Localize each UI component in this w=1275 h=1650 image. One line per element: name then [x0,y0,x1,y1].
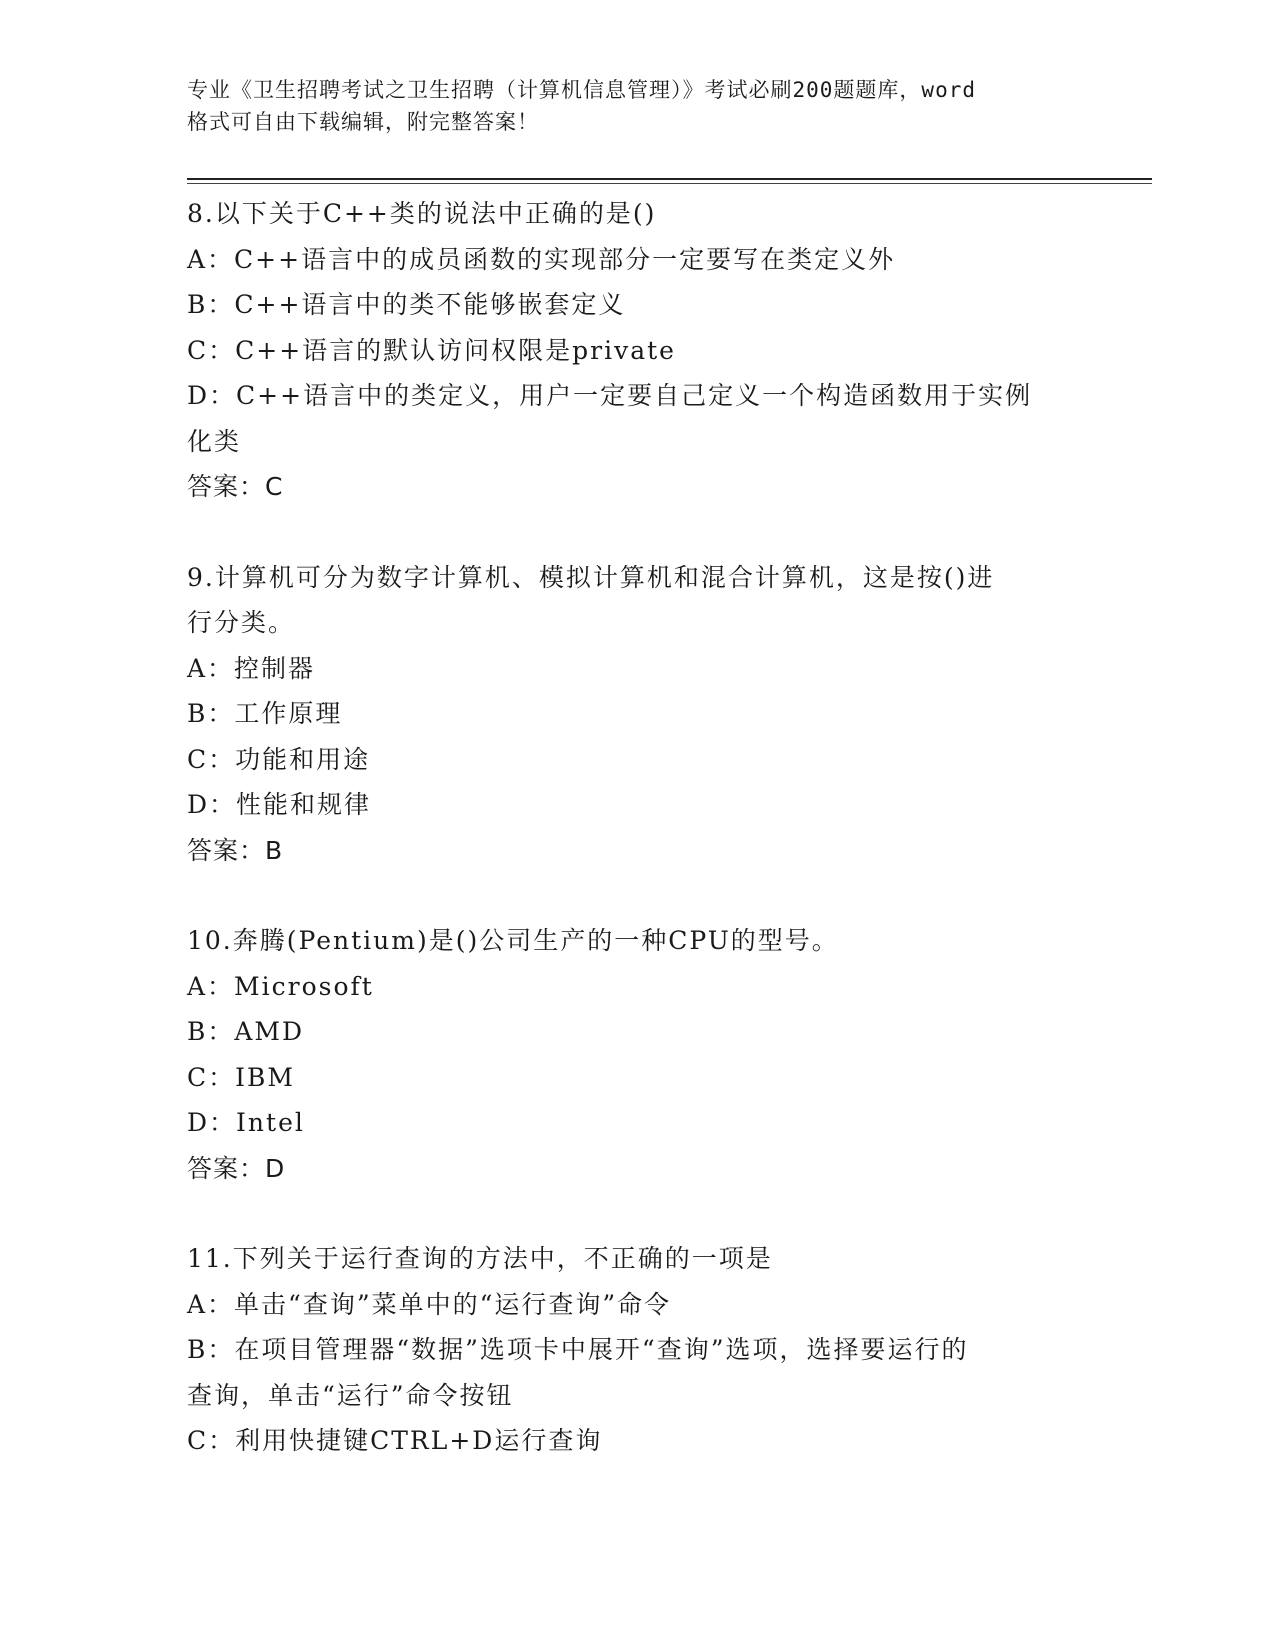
option-a: A：控制器 [187,653,316,683]
header-divider-thick [187,178,1152,180]
header-divider-thin [187,183,1152,184]
option-c: C：C++语言的默认访问权限是private [187,335,676,365]
answer-line: 答案：B [187,835,284,865]
option-a: A：C++语言中的成员函数的实现部分一定要写在类定义外 [187,244,896,274]
question-9 [187,555,1067,874]
question-10 [187,918,1067,1191]
document-header [187,74,1087,138]
question-spacer [187,873,1067,918]
question-stem-continued: 行分类。 [187,608,296,637]
option-a: A：Microsoft [187,971,374,1001]
question-spacer [187,1191,1067,1236]
question-list [187,191,1067,1464]
option-b: B：工作原理 [187,699,343,728]
option-a: A：单击“查询”菜单中的“运行查询”命令 [187,1289,672,1319]
option-c: C：功能和用途 [187,744,371,774]
option-b: B：C++语言中的类不能够嵌套定义 [187,290,626,319]
option-c: C：利用快捷键CTRL+D运行查询 [187,1426,603,1455]
question-8 [187,191,1067,510]
header-line-2: 格式可自由下载编辑，附完整答案！ [187,110,539,134]
option-b: B：AMD [187,1017,305,1046]
option-d: D：性能和规律 [187,790,372,819]
question-11 [187,1236,1067,1464]
option-b-continued: 查询，单击“运行”命令按钮 [187,1380,514,1410]
option-b: B：在项目管理器“数据”选项卡中展开“查询”选项，选择要运行的 [187,1335,969,1364]
option-c: C：IBM [187,1062,295,1092]
question-stem: 8.以下关于C++类的说法中正确的是() [187,199,657,228]
answer-line: 答案：D [187,1153,286,1183]
header-line-1: 专业《卫生招聘考试之卫生招聘（计算机信息管理）》考试必刷200题题库，word [187,78,976,102]
question-spacer [187,510,1067,555]
option-d-continued: 化类 [187,426,242,456]
question-stem: 11.下列关于运行查询的方法中，不正确的一项是 [187,1244,773,1273]
question-stem: 10.奔腾(Pentium)是()公司生产的一种CPU的型号。 [187,926,839,955]
question-stem: 9.计算机可分为数字计算机、模拟计算机和混合计算机，这是按()进 [187,562,995,592]
option-d: D：C++语言中的类定义，用户一定要自己定义一个构造函数用于实例 [187,381,1033,410]
option-d: D：Intel [187,1108,305,1137]
answer-line: 答案：C [187,472,284,501]
